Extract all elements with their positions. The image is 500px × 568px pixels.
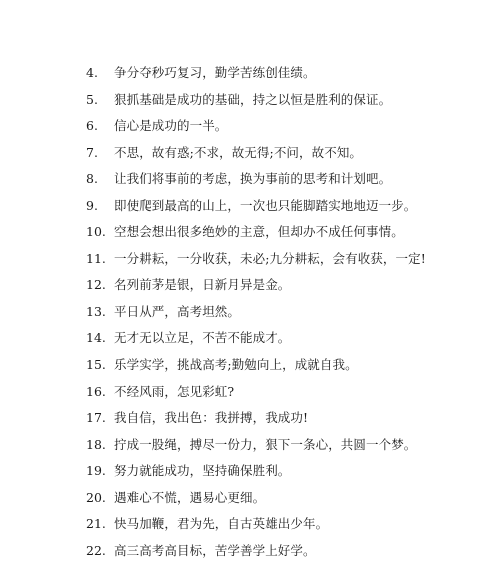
item-text: 高三高考高目标，苦学善学上好学。 [114,542,316,558]
item-number: 22. [86,542,106,558]
item-text: 遇难心不慌，遇易心更细。 [114,489,266,505]
list-item [86,117,491,144]
list-item [86,250,491,277]
item-number: 6. [86,118,98,134]
list-item [86,489,491,516]
item-number: 21. [86,516,106,532]
list-item [86,542,491,568]
item-number: 13. [86,303,106,319]
item-number: 12. [86,277,106,293]
item-number: 19. [86,463,106,479]
list-item [86,144,491,171]
item-text: 无才无以立足，不苦不能成才。 [114,330,291,346]
list-item [86,329,491,356]
list-item [86,170,491,197]
item-text: 乐学实学，挑战高考;勤勉向上，成就自我。 [114,357,358,373]
item-number: 7. [86,144,98,160]
list-item [86,91,491,118]
list-item [86,436,491,463]
item-number: 4. [86,65,98,80]
item-text: 我自信，我出色：我拼搏，我成功! [114,410,309,426]
item-number: 10. [86,224,106,240]
item-text: 平日从严，高考坦然。 [114,303,241,319]
item-number: 15. [86,357,106,373]
list-item [86,303,491,330]
list-item [86,409,491,436]
list-item [86,197,491,224]
list-item [86,515,491,542]
list-item [86,64,491,91]
item-text: 快马加鞭，君为先，自古英雄出少年。 [114,516,329,532]
item-number: 17. [86,410,106,426]
item-text: 空想会想出很多绝妙的主意，但却办不成任何事情。 [114,224,404,240]
item-number: 8. [86,171,98,187]
item-text: 名列前茅是银，日新月异是金。 [114,277,291,293]
item-number: 16. [86,383,106,399]
item-number: 5. [86,91,98,107]
item-text: 争分夺秒巧复习，勤学苦练创佳绩。 [114,65,316,80]
item-text: 不经风雨，怎见彩虹? [114,383,235,399]
item-text: 信心是成功的一半。 [114,118,228,134]
item-text: 不思，故有惑;不求，故无得;不问，故不知。 [114,144,363,160]
list-item [86,462,491,489]
item-text: 即使爬到最高的山上，一次也只能脚踏实地地迈一步。 [114,197,417,213]
item-number: 11. [86,250,106,266]
item-number: 20. [86,489,106,505]
list-item [86,356,491,383]
item-number: 18. [86,436,106,452]
item-number: 9. [86,197,98,213]
item-text: 狠抓基础是成功的基础，持之以恒是胜利的保证。 [114,91,392,107]
slogan-list [86,64,491,568]
item-text: 让我们将事前的考虑，换为事前的思考和计划吧。 [114,171,392,187]
item-number: 14. [86,330,106,346]
item-text: 一分耕耘，一分收获，未必;九分耕耘，会有收获，一定! [114,250,426,266]
list-item [86,276,491,303]
item-text: 拧成一股绳，搏尽一份力，狠下一条心，共圆一个梦。 [114,436,417,452]
list-item [86,383,491,410]
item-text: 努力就能成功，坚持确保胜利。 [114,463,291,479]
list-item [86,223,491,250]
